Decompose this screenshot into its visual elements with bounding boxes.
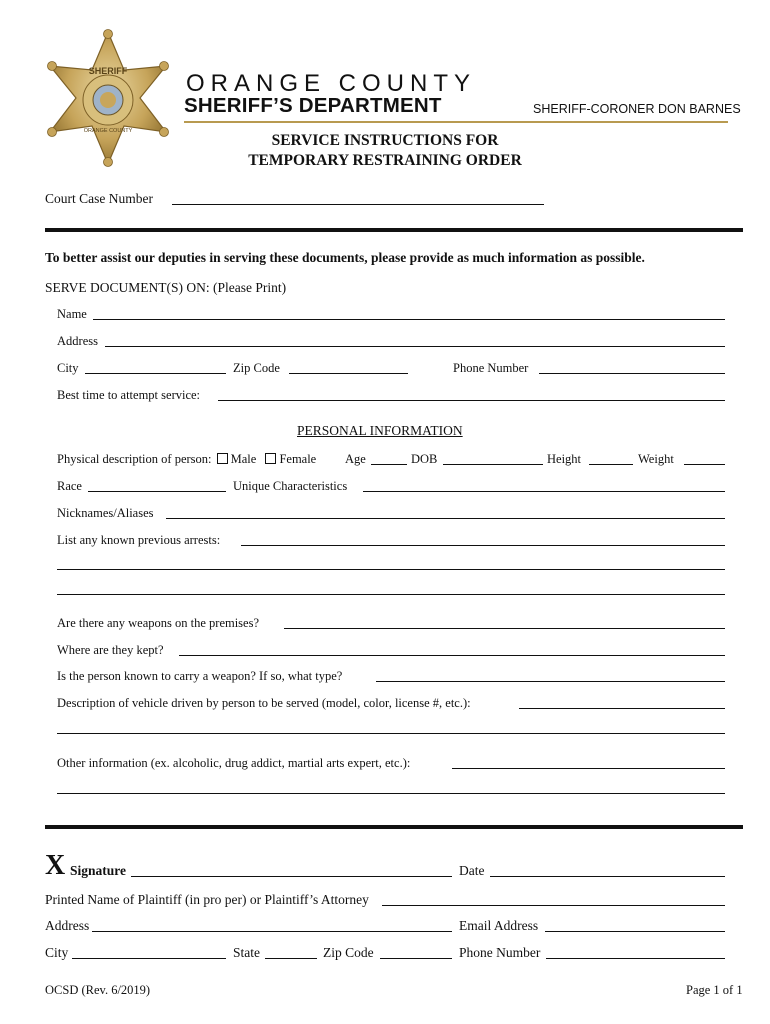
plaintiff-phone-field[interactable] [546,958,725,959]
badge-bottom-text: ORANGE COUNTY [83,128,133,134]
other-info-field-line2[interactable] [57,793,725,794]
arrests-label: List any known previous arrests: [57,533,221,547]
plaintiff-zip-label: Zip Code [323,945,374,960]
form-title-line2: TEMPORARY RESTRAINING ORDER [248,152,522,169]
height-field[interactable] [589,464,633,465]
page-number: Page 1 of 1 [686,983,743,997]
city-field[interactable] [85,373,226,374]
male-checkbox[interactable] [217,453,228,464]
best-time-label: Best time to attempt service: [57,388,201,402]
arrests-field-line1[interactable] [241,545,725,546]
plaintiff-address-field[interactable] [92,931,452,932]
zip-code-field[interactable] [289,373,408,374]
badge-top-text: SHERIFF [88,66,128,76]
weight-label: Weight [638,452,674,466]
address-label: Address [57,334,98,348]
physical-description-label [57,453,316,466]
arrests-field-line3[interactable] [57,594,725,595]
other-info-label: Other information (ex. alcoholic, drug addict, martial arts expert, etc.): [57,756,411,770]
revision-label: OCSD (Rev. 6/2019) [45,983,151,997]
date-field[interactable] [490,876,725,877]
weapons-label: Are there any weapons on the premises? [57,616,260,630]
unique-characteristics-field[interactable] [363,491,725,492]
best-time-field[interactable] [218,400,725,401]
weapons-field[interactable] [284,628,725,629]
email-address-label: Email Address [459,918,539,933]
serve-on-label: SERVE DOCUMENT(S) ON: (Please Print) [45,280,287,295]
where-kept-field[interactable] [179,655,725,656]
nicknames-field[interactable] [166,518,725,519]
header-divider [184,121,728,123]
nicknames-label: Nicknames/Aliases [57,506,154,520]
male-label: Male [230,452,257,466]
arrests-field-line2[interactable] [57,569,725,570]
female-checkbox[interactable] [265,453,276,464]
female-label: Female [279,452,317,466]
court-case-number-field[interactable] [172,204,544,205]
carry-weapon-field[interactable] [376,681,725,682]
signature-field[interactable] [131,876,452,877]
county-name: ORANGE COUNTY [186,70,477,97]
dob-label: DOB [411,452,438,466]
printed-name-label: Printed Name of Plaintiff (in pro per) or Plaintiff’s Attorney [45,892,369,907]
vehicle-label: Description of vehicle driven by person to be served (model, color, license #, etc.): [57,696,471,710]
plaintiff-city-label: City [45,945,69,960]
carry-weapon-label: Is the person known to carry a weapon? If so, what type? [57,669,343,683]
instruction-text: To better assist our deputies in serving these documents, please provide as much information as possible. [45,250,645,265]
personal-info-heading: PERSONAL INFORMATION [297,423,463,438]
x-mark: X [45,850,66,881]
date-label: Date [459,863,485,878]
printed-name-field[interactable] [382,905,725,906]
city-label: City [57,361,79,375]
phone-number-field[interactable] [539,373,725,374]
age-label: Age [345,452,366,466]
section-divider-top [45,228,743,232]
height-label: Height [547,452,582,466]
where-kept-label: Where are they kept? [57,643,164,657]
vehicle-field-line2[interactable] [57,733,725,734]
age-field[interactable] [371,464,407,465]
plaintiff-city-field[interactable] [72,958,226,959]
other-info-field-line1[interactable] [452,768,725,769]
department-name: SHERIFF’S DEPARTMENT [184,94,442,117]
name-label: Name [57,307,87,321]
race-field[interactable] [88,491,226,492]
name-field[interactable] [93,319,725,320]
dob-field[interactable] [443,464,543,465]
race-label: Race [57,479,82,493]
signature-label: Signature [70,863,127,878]
sheriff-name: SHERIFF-CORONER DON BARNES [533,102,741,116]
section-divider-bottom [45,825,743,829]
unique-characteristics-label: Unique Characteristics [233,479,348,493]
plaintiff-address-label: Address [45,918,90,933]
plaintiff-zip-field[interactable] [380,958,452,959]
physical-description-text: Physical description of person: [57,452,212,466]
email-address-field[interactable] [545,931,725,932]
vehicle-field-line1[interactable] [519,708,725,709]
phone-number-label: Phone Number [453,361,529,375]
form-title-line1: SERVICE INSTRUCTIONS FOR [271,132,499,149]
plaintiff-phone-label: Phone Number [459,945,541,960]
court-case-number-label: Court Case Number [45,191,153,206]
zip-code-label: Zip Code [233,361,280,375]
state-label: State [233,945,260,960]
weight-field[interactable] [684,464,725,465]
address-field[interactable] [105,346,725,347]
state-field[interactable] [265,958,317,959]
